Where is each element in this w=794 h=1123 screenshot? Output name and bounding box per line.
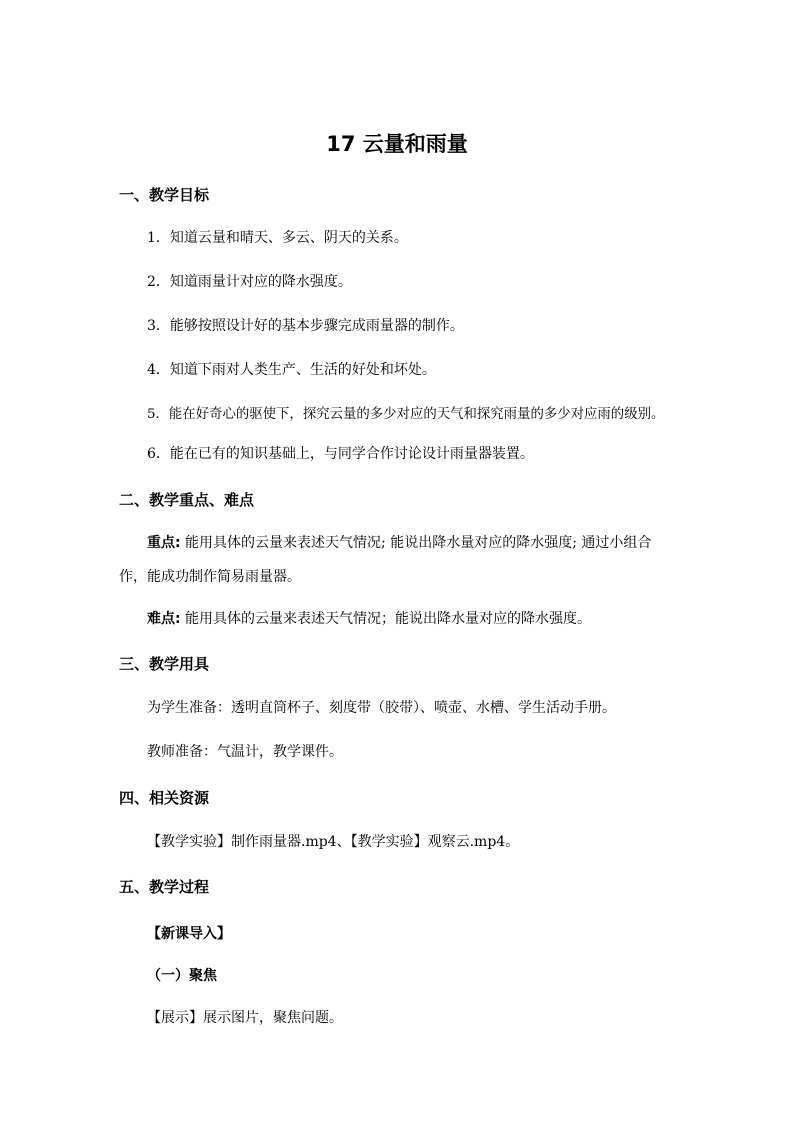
resources-list: 【教学实验】制作雨量器.mp4、【教学实验】观察云.mp4。 (147, 834, 520, 850)
section-heading-resources: 四、相关资源 (119, 789, 210, 807)
section-heading-objectives: 一、教学目标 (119, 186, 210, 204)
objective-item: 1．知道云量和晴天、多云、阴天的关系。 (147, 230, 408, 246)
section-heading-materials: 三、教学用具 (119, 655, 210, 673)
focus-text: 能用具体的云量来表述天气情况; 能说出降水量对应的降水强度; 通过小组合作，能成功制作简易雨量器。 (119, 535, 652, 585)
document-title: 17 云量和雨量 (326, 132, 468, 156)
difficulty-label: 难点: (147, 611, 181, 627)
focus-subheading: （一）聚焦 (147, 968, 217, 984)
objective-item: 2．知道雨量计对应的降水强度。 (147, 274, 352, 290)
objective-item: 3．能够按照设计好的基本步骤完成雨量器的制作。 (147, 318, 464, 334)
difficulty-paragraph (147, 609, 591, 629)
objective-item: 6．能在已有的知识基础上，与同学合作讨论设计雨量器装置。 (147, 446, 534, 462)
focus-paragraph (119, 526, 679, 594)
student-materials: 为学生准备：透明直筒杯子、刻度带（胶带）、喷壶、水槽、学生活动手册。 (147, 700, 616, 716)
section-heading-key-points: 二、教学重点、难点 (119, 491, 255, 509)
objective-item: 4．知道下雨对人类生产、生活的好处和坏处。 (147, 362, 436, 378)
difficulty-text: 能用具体的云量来表述天气情况；能说出降水量对应的降水强度。 (180, 611, 592, 627)
teacher-materials: 教师准备：气温计，教学课件。 (147, 744, 343, 760)
show-step: 【展示】展示图片，聚焦问题。 (147, 1010, 343, 1026)
objective-item: 5．能在好奇心的驱使下，探究云量的多少对应的天气和探究雨量的多少对应雨的级别。 (147, 407, 665, 422)
focus-label: 重点: (147, 535, 181, 551)
new-lesson-intro: 【新课导入】 (147, 926, 231, 942)
section-heading-process: 五、教学过程 (119, 878, 210, 896)
